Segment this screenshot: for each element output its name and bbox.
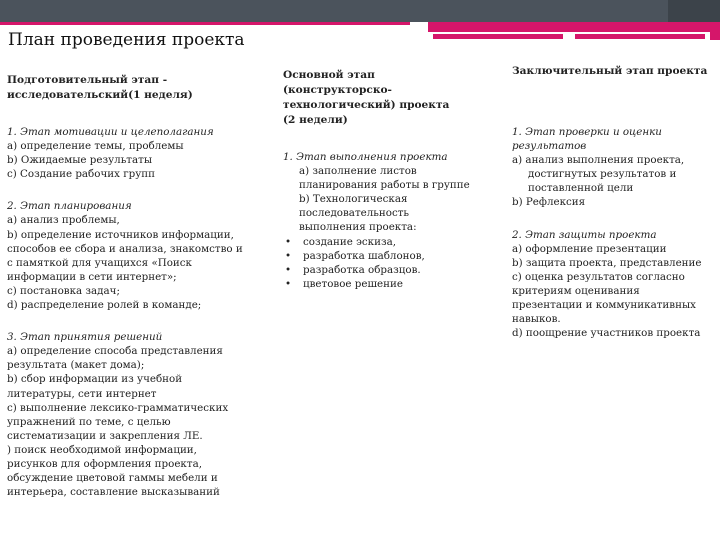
stage-line: b) защита проекта, представление: [512, 256, 702, 269]
column-preparatory: [7, 73, 255, 517]
stage-line: рисунков для оформления проекта,: [7, 457, 202, 470]
accent-block: [428, 22, 720, 32]
stage-title: 2. Этап защиты проекта: [512, 228, 657, 241]
stage-line: ) поиск необходимой информации,: [7, 443, 197, 456]
stage-line: планирования работы в группе: [299, 179, 470, 192]
stage-line: интерьера, составление высказываний: [7, 486, 220, 499]
stage-line: a) заполнение листов: [299, 165, 417, 178]
stage-line: с памяткой для учащихся «Поиск: [7, 256, 192, 269]
stage-line: поставленной цели: [528, 182, 634, 195]
stage-line: b) Технологическая: [299, 193, 408, 206]
stage-line: a) анализ выполнения проекта,: [512, 154, 685, 167]
stage-line: c) выполнение лексико-грамматических: [7, 401, 229, 414]
stage-defense: [512, 228, 717, 341]
stage-motivation: [7, 125, 255, 181]
stage-line: d) распределение ролей в команде;: [7, 299, 202, 312]
stage-evaluation: [512, 125, 717, 210]
bullet-item: • цветовое решение: [283, 277, 473, 291]
stage-line: информации в сети интернет»;: [7, 270, 177, 283]
column-main: [283, 68, 473, 309]
column-final: [512, 64, 717, 358]
stage-line: систематизации и закрепления ЛЕ.: [7, 429, 203, 442]
header-band: [0, 0, 720, 22]
stage-line: упражнений по теме, с целью: [7, 415, 171, 428]
column-heading: [7, 73, 255, 103]
stage-line: навыков.: [512, 313, 561, 326]
heading-line: Подготовительный этап -: [7, 74, 168, 86]
stage-title: результатов: [512, 140, 587, 153]
stage-line: выполнения проекта:: [299, 221, 417, 234]
stage-line: a) определение темы, проблемы: [7, 140, 184, 153]
column-heading: Заключительный этап проекта: [512, 65, 708, 77]
stage-line: b) Рефлексия: [512, 196, 586, 209]
stage-line: достигнутых результатов и: [528, 168, 677, 181]
heading-line: исследовательский(1 неделя): [7, 89, 193, 101]
heading-line: (2 недели): [283, 114, 348, 126]
heading-line: Основной этап: [283, 69, 375, 81]
stage-line: c) постановка задач;: [7, 284, 120, 297]
stage-execution: [283, 150, 473, 291]
header-band-corner: [668, 0, 720, 22]
stage-line: способов ее сбора и анализа, знакомство и: [7, 242, 243, 255]
stage-title: 1. Этап выполнения проекта: [283, 151, 448, 163]
stage-line: литературы, сети интернет: [7, 387, 157, 400]
stage-line: b) Ожидаемые результаты: [7, 154, 153, 167]
stage-line: a) анализ проблемы,: [7, 214, 120, 227]
accent-bar-right: [575, 34, 705, 39]
stage-line: d) поощрение участников проекта: [512, 327, 701, 340]
stage-line: a) оформление презентации: [512, 242, 667, 255]
stage-planning: [7, 199, 255, 312]
accent-tail: [710, 22, 720, 40]
stage-line: a) определение способа представления: [7, 345, 223, 358]
stage-line: последовательность: [299, 207, 410, 220]
accent-line: [0, 22, 410, 25]
bullet-item: • создание эскиза,: [283, 235, 473, 249]
bullet-item: • разработка шаблонов,: [283, 249, 473, 263]
stage-line: обсуждение цветовой гаммы мебели и: [7, 472, 218, 485]
heading-line: (конструкторско-: [283, 84, 392, 96]
stage-title: 2. Этап планирования: [7, 200, 132, 213]
column-heading: [283, 68, 473, 128]
stage-line: b) определение источников информации,: [7, 228, 234, 241]
stage-title: 3. Этап принятия решений: [7, 331, 163, 344]
heading-line: технологический) проекта: [283, 99, 450, 111]
stage-line: критериям оценивания: [512, 284, 640, 297]
stage-line: c) оценка результатов согласно: [512, 270, 685, 283]
stage-line: c) Создание рабочих групп: [7, 168, 155, 181]
stage-line: b) сбор информации из учебной: [7, 373, 183, 386]
accent-bar-left: [433, 34, 563, 39]
stage-decision: [7, 330, 255, 499]
stage-line: результата (макет дома);: [7, 359, 145, 372]
stage-line: презентации и коммуникативных: [512, 299, 696, 312]
bullet-item: • разработка образцов.: [283, 263, 473, 277]
stage-title: 1. Этап мотивации и целеполагания: [7, 126, 214, 138]
stage-title: 1. Этап проверки и оценки: [512, 126, 662, 138]
slide-title: План проведения проекта: [8, 30, 245, 50]
